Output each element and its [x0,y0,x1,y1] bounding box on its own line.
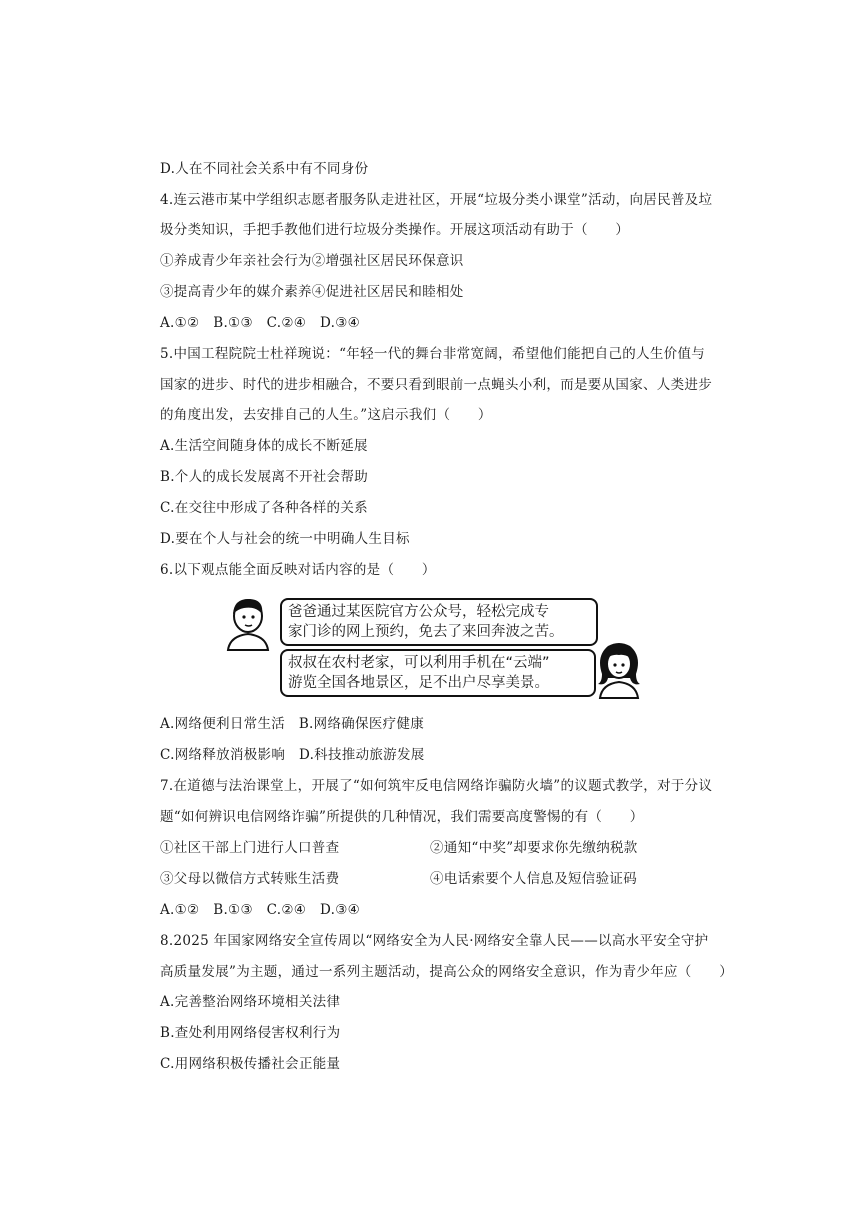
dialog-bubble-uncle [280,649,596,697]
question-7-statement-1: ①社区干部上门进行人口普查 [160,840,340,856]
option-d-q3: D.人在不同社会关系中有不同身份 [160,161,369,177]
question-8-option-a: A.完善整治网络环境相关法律 [160,994,341,1010]
boy-icon [220,594,276,654]
question-4-statements-2: ③提高青少年的媒介素养④促进社区居民和睦相处 [160,284,464,300]
question-8-option-c: C.用网络积极传播社会正能量 [160,1056,341,1072]
question-6-options-2: C.网络释放消极影响 D.科技推动旅游发展 [160,747,425,763]
bubble-2-line-2: 游览全国各地景区，足不出户尽享美景。 [288,675,549,691]
question-5-line-3: 的角度出发，去安排自己的人生。”这启示我们（ ） [160,407,492,423]
question-7-statement-3: ③父母以微信方式转账生活费 [160,871,340,887]
question-4-line-1: 4.连云港市某中学组织志愿者服务队走进社区，开展“垃圾分类小课堂”活动，向居民普及垃 [160,192,713,208]
question-4-statements-1: ①养成青少年亲社会行为②增强社区居民环保意识 [160,253,464,269]
question-7-line-2: 题“如何辨识电信网络诈骗”所提供的几种情况，我们需要高度警惕的有（ ） [160,809,644,825]
dialog-illustration [220,594,650,702]
question-8-line-1: 8.2025 年国家网络安全宣传周以“网络安全为人民·网络安全靠人民——以高水平安全守护 [160,933,709,949]
dialog-bubble-father [280,598,598,646]
bubble-1-line-2: 家门诊的网上预约，免去了来回奔波之苦。 [288,624,564,640]
girl-icon [588,638,650,700]
question-5-option-b: B.个人的成长发展离不开社会帮助 [160,469,369,485]
question-6-stem: 6.以下观点能全面反映对话内容的是（ ） [160,562,436,578]
question-7-line-1: 7.在道德与法治课堂上，开展了“如何筑牢反电信网络诈骗防火墙”的议题式教学，对于分议 [160,778,713,794]
question-8-line-2: 高质量发展”为主题，通过一系列主题活动，提高公众的网络安全意识，作为青少年应（ ） [160,964,733,980]
question-4-options: A.①② B.①③ C.②④ D.③④ [160,315,361,331]
bubble-2-line-1: 叔叔在农村老家，可以利用手机在“云端” [288,655,550,671]
question-5-option-c: C.在交往中形成了各种各样的关系 [160,500,368,516]
question-5-line-2: 国家的进步、时代的进步相融合，不要只看到眼前一点蝇头小利，而是要从国家、人类进步 [160,377,712,393]
question-7-options: A.①② B.①③ C.②④ D.③④ [160,902,361,918]
question-6-options-1: A.网络便利日常生活 B.网络确保医疗健康 [160,716,425,732]
question-4-line-2: 圾分类知识，手把手教他们进行垃圾分类操作。开展这项活动有助于（ ） [160,222,630,238]
question-7-statement-4: ④电话索要个人信息及短信验证码 [430,871,637,887]
question-8-option-b: B.查处利用网络侵害权利行为 [160,1025,341,1041]
question-7-statement-2: ②通知“中奖”却要求你先缴纳税款 [430,840,638,856]
bubble-1-line-1: 爸爸通过某医院官方公众号，轻松完成专 [288,604,549,620]
question-5-option-a: A.生活空间随身体的成长不断延展 [160,438,368,454]
question-5-line-1: 5.中国工程院院士杜祥琬说：“年轻一代的舞台非常宽阔，希望他们能把自己的人生价值与 [160,346,706,362]
question-5-option-d: D.要在个人与社会的统一中明确人生目标 [160,531,410,547]
